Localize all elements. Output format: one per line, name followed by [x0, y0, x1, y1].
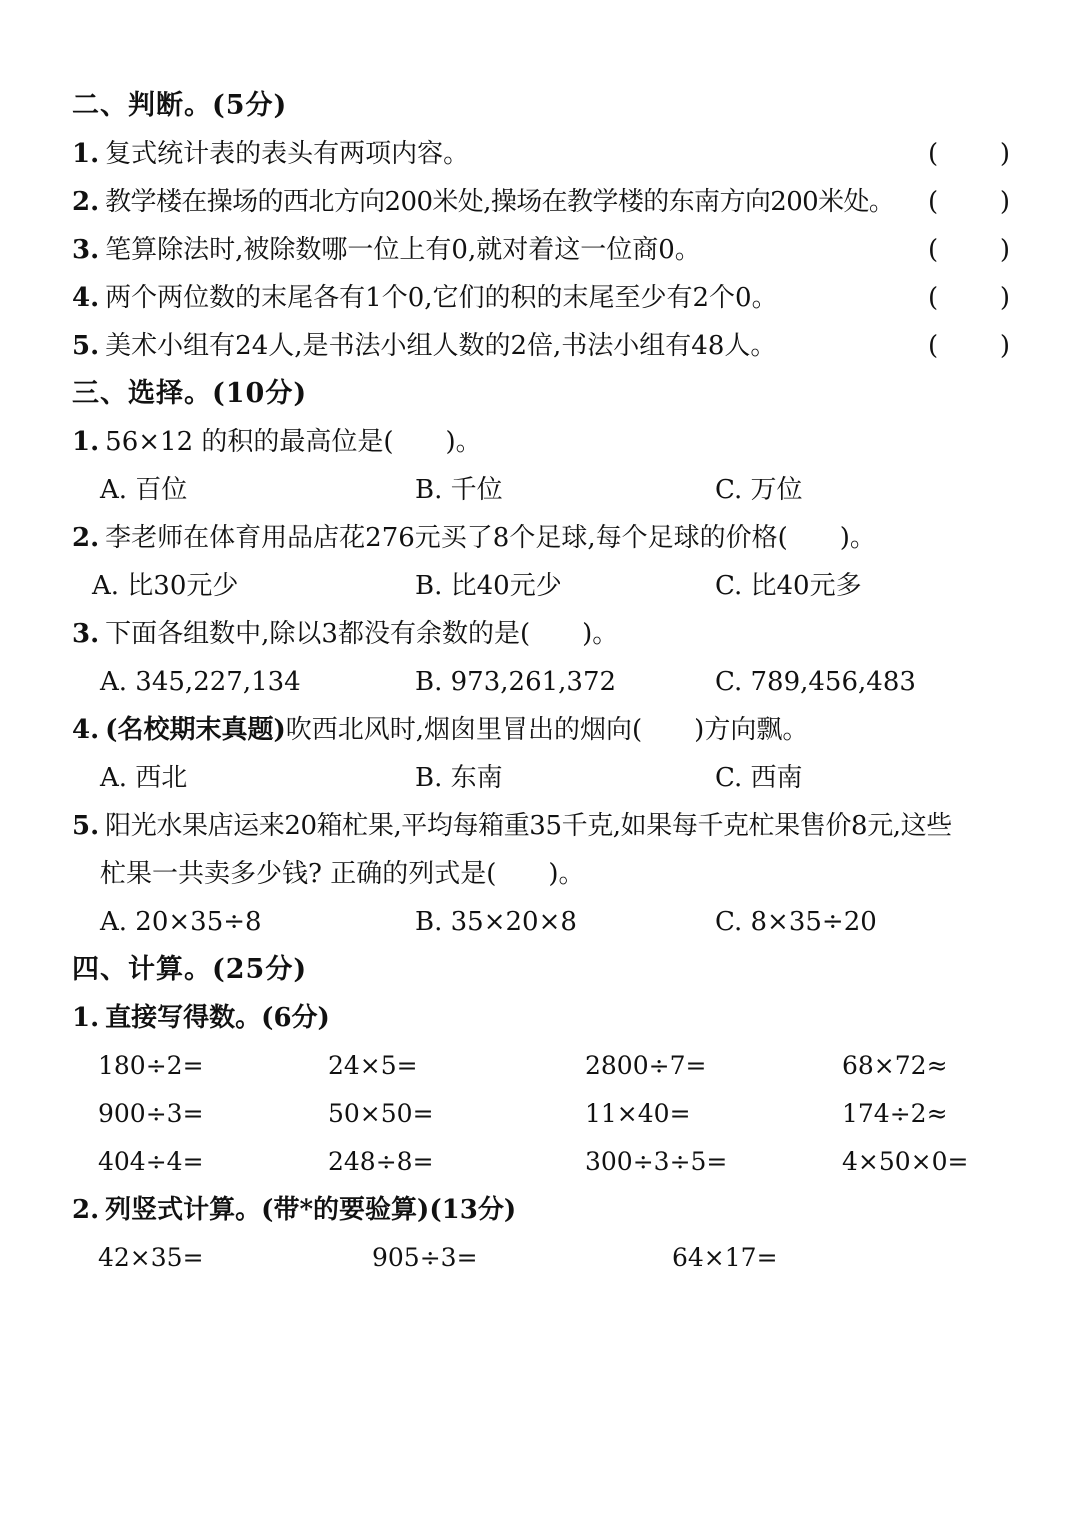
oral-calc-item[interactable]: 2800÷7= — [585, 1051, 707, 1080]
judge-item-text: 复式统计表的表头有两项内容。 — [105, 139, 470, 169]
judge-item-text: 两个两位数的末尾各有1个0,它们的积的末尾至少有2个0。 — [105, 283, 778, 313]
choice-item-5-continued: 杧果一共卖多少钱? 正确的列式是( )。 — [100, 859, 585, 889]
calc-part-num: 1. — [72, 1003, 100, 1033]
vertical-calc-item[interactable]: 64×17= — [672, 1243, 778, 1272]
oral-calc-item[interactable]: 4×50×0= — [842, 1147, 969, 1176]
calc-part-title: 直接写得数。(6分) — [105, 1003, 330, 1033]
oral-calc-item[interactable]: 404÷4= — [98, 1147, 204, 1176]
judge-item-1 — [72, 130, 469, 178]
judge-item-num: 2. — [72, 187, 100, 217]
vertical-calc-item[interactable]: 42×35= — [98, 1243, 204, 1272]
judge-item-2 — [72, 178, 894, 226]
paren-left: ( — [928, 235, 939, 265]
choice-3-option-b[interactable]: B. 973,261,372 — [415, 667, 617, 697]
oral-calc-item[interactable]: 68×72≈ — [842, 1051, 948, 1080]
choice-item-num: 5. — [72, 811, 100, 841]
choice-5-option-b[interactable]: B. 35×20×8 — [415, 907, 577, 937]
choice-4-option-a[interactable]: A. 西北 — [100, 763, 188, 793]
choice-4-option-b[interactable]: B. 东南 — [415, 763, 503, 793]
choice-item-text: 李老师在体育用品店花276元买了8个足球,每个足球的价格( )。 — [105, 523, 876, 553]
choice-item-2 — [72, 514, 876, 562]
choice-1-option-c[interactable]: C. 万位 — [715, 475, 803, 505]
calc-heading: 四、计算。(25分) — [72, 954, 308, 985]
judge-item-num: 4. — [72, 283, 100, 313]
paren-right: ) — [999, 235, 1010, 265]
choice-item-num: 1. — [72, 427, 100, 457]
judge-item-4 — [72, 274, 778, 322]
choice-item-tag: (名校期末真题) — [105, 715, 286, 745]
choice-item-4 — [72, 706, 808, 754]
calc-part-title: 列竖式计算。(带*的要验算)(13分) — [105, 1195, 517, 1225]
judge-answer-4[interactable] — [928, 274, 1010, 322]
choice-3-option-a[interactable]: A. 345,227,134 — [100, 667, 301, 697]
paren-right: ) — [999, 139, 1010, 169]
oral-calc-item[interactable]: 24×5= — [328, 1051, 418, 1080]
judge-item-text: 美术小组有24人,是书法小组人数的2倍,书法小组有48人。 — [105, 331, 777, 361]
choice-item-text: 下面各组数中,除以3都没有余数的是( )。 — [105, 619, 619, 649]
choice-heading: 三、选择。(10分) — [72, 378, 308, 409]
judge-item-text: 笔算除法时,被除数哪一位上有0,就对着这一位商0。 — [105, 235, 701, 265]
paren-left: ( — [928, 331, 939, 361]
choice-1-option-a[interactable]: A. 百位 — [100, 475, 188, 505]
choice-item-text: 56×12 的积的最高位是( )。 — [105, 427, 482, 457]
judge-heading: 二、判断。(5分) — [72, 90, 288, 121]
oral-calc-item[interactable]: 900÷3= — [98, 1099, 204, 1128]
judge-item-text: 教学楼在操场的西北方向200米处,操场在教学楼的东南方向200米处。 — [105, 187, 895, 217]
judge-item-num: 3. — [72, 235, 100, 265]
choice-item-5 — [72, 802, 952, 850]
choice-item-3 — [72, 610, 618, 658]
choice-5-option-c[interactable]: C. 8×35÷20 — [715, 907, 877, 937]
judge-answer-2[interactable] — [928, 178, 1010, 226]
oral-calc-item[interactable]: 174÷2≈ — [842, 1099, 948, 1128]
choice-4-option-c[interactable]: C. 西南 — [715, 763, 803, 793]
choice-2-option-a[interactable]: A. 比30元少 — [92, 571, 239, 601]
paren-right: ) — [999, 331, 1010, 361]
judge-item-5 — [72, 322, 776, 370]
paren-left: ( — [928, 187, 939, 217]
oral-calc-item[interactable]: 300÷3÷5= — [585, 1147, 728, 1176]
calc-part2-title — [72, 1186, 516, 1234]
oral-calc-item[interactable]: 11×40= — [585, 1099, 691, 1128]
choice-item-1 — [72, 418, 482, 466]
choice-5-option-a[interactable]: A. 20×35÷8 — [100, 907, 262, 937]
choice-2-option-c[interactable]: C. 比40元多 — [715, 571, 862, 601]
choice-item-num: 3. — [72, 619, 100, 649]
judge-answer-5[interactable] — [928, 322, 1010, 370]
choice-item-text: 吹西北风时,烟囱里冒出的烟向( )方向飘。 — [285, 715, 809, 745]
paren-right: ) — [999, 187, 1010, 217]
calc-part1-title — [72, 994, 330, 1042]
choice-2-option-b[interactable]: B. 比40元少 — [415, 571, 562, 601]
judge-item-num: 1. — [72, 139, 100, 169]
paren-left: ( — [928, 283, 939, 313]
judge-item-3 — [72, 226, 701, 274]
oral-calc-item[interactable]: 180÷2= — [98, 1051, 204, 1080]
choice-item-num: 2. — [72, 523, 100, 553]
choice-1-option-b[interactable]: B. 千位 — [415, 475, 503, 505]
choice-3-option-c[interactable]: C. 789,456,483 — [715, 667, 916, 697]
oral-calc-item[interactable]: 50×50= — [328, 1099, 434, 1128]
paren-left: ( — [928, 139, 939, 169]
calc-part-num: 2. — [72, 1195, 100, 1225]
paren-right: ) — [999, 283, 1010, 313]
judge-item-num: 5. — [72, 331, 100, 361]
oral-calc-item[interactable]: 248÷8= — [328, 1147, 434, 1176]
judge-answer-3[interactable] — [928, 226, 1010, 274]
choice-item-num: 4. — [72, 715, 100, 745]
choice-item-text: 阳光水果店运来20箱杧果,平均每箱重35千克,如果每千克杧果售价8元,这些 — [105, 811, 952, 841]
vertical-calc-item[interactable]: 905÷3= — [372, 1243, 478, 1272]
judge-answer-1[interactable] — [928, 130, 1010, 178]
